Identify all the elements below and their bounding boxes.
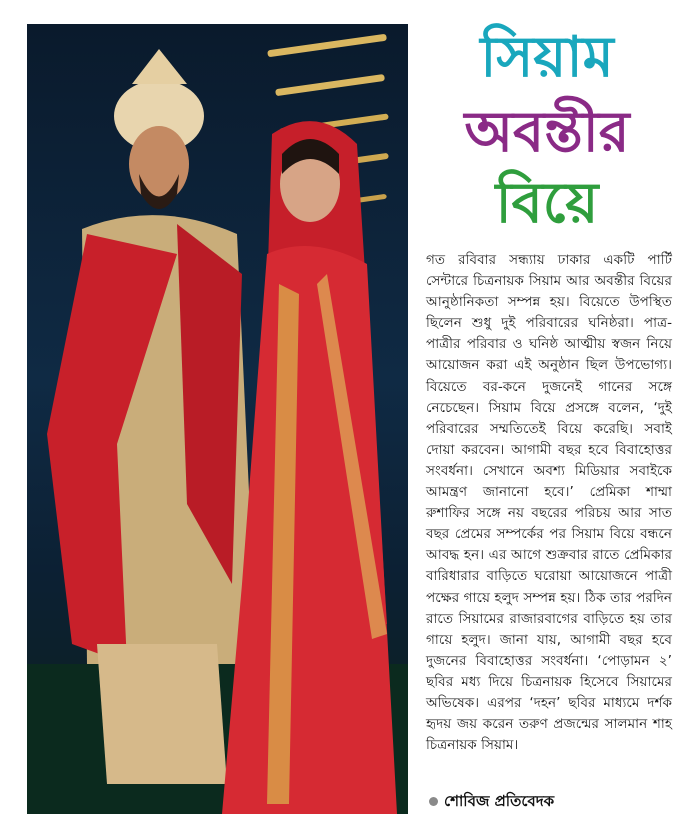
byline-text: শোবিজ প্রতিবেদক xyxy=(444,792,555,810)
byline xyxy=(429,790,554,815)
couple-illustration xyxy=(27,24,408,814)
headline-line-1: সিয়াম xyxy=(480,25,614,90)
article-body: গত রবিবার সন্ধ্যায় ঢাকার একটি পার্টি সেন্টারে চিত্রনায়ক সিয়াম আর অবন্তীর বিয়ের আনুষ্ঠানিকতা সম্পন্ন হয়। বিয়েতে উপস্থিত ছিলেন শুধু দুই পরিবারের ঘনিষ্ঠরা। পাত্র-পাত্রীর পরিবার ও ঘনিষ্ঠ আত্মীয় স্বজন নিয়ে আয়োজন করা এই অনুষ্ঠান ছিল উপভোগ্য। বিয়েতে বর-কনে দুজনেই গানের সঙ্গে নেচেছেন। সিয়াম বিয়ে প্রসঙ্গে বলেন, ‘দুই পরিবারের সম্মতিতেই বিয়ে করেছি। সবাই দোয়া করবেন। আগামী বছর হবে বিবাহোত্তর সংবর্ধনা। সেখানে অবশ্য মিডিয়ার সবাইকে আমন্ত্রণ জানানো হবে।’ প্রেমিকা শাম্মা রুশাফির সঙ্গে নয় বছরের পরিচয় আর সাত বছর প্রেমের সম্পর্কের পর সিয়াম বিয়ে বন্ধনে আবদ্ধ হন। এর আগে শুক্রবার রাতে প্রেমিকার বারিধারার বাড়িতে ঘরোয়া আয়োজনে পাত্রী পক্ষের গায়ে হলুদ সম্পন্ন হয়। ঠিক তার পরদিন রাতে সিয়ামের রাজারবাগের বাড়িতে হয় তার গায়ে হলুদ। জানা যায়, আগামী বছর হবে দুজনের বিবাহোত্তর সংবর্ধনা। ‘পোড়ামন ২’ ছবির মধ্য দিয়ে চিত্রনায়ক হিসেবে সিয়ামের অভিষেক। এরপর ‘দহন’ ছবির মাধ্যমে দর্শক হৃদয় জয় করেন তরুণ প্রজন্মের সালমান শাহ চিত্রনায়ক সিয়াম। xyxy=(426,252,672,754)
headline-line-3: বিয়ে xyxy=(495,171,599,236)
bride-figure xyxy=(222,121,397,814)
wedding-photo xyxy=(27,24,408,814)
headline-line-2: অবন্তীর xyxy=(464,100,630,165)
bullet-icon xyxy=(429,797,438,806)
